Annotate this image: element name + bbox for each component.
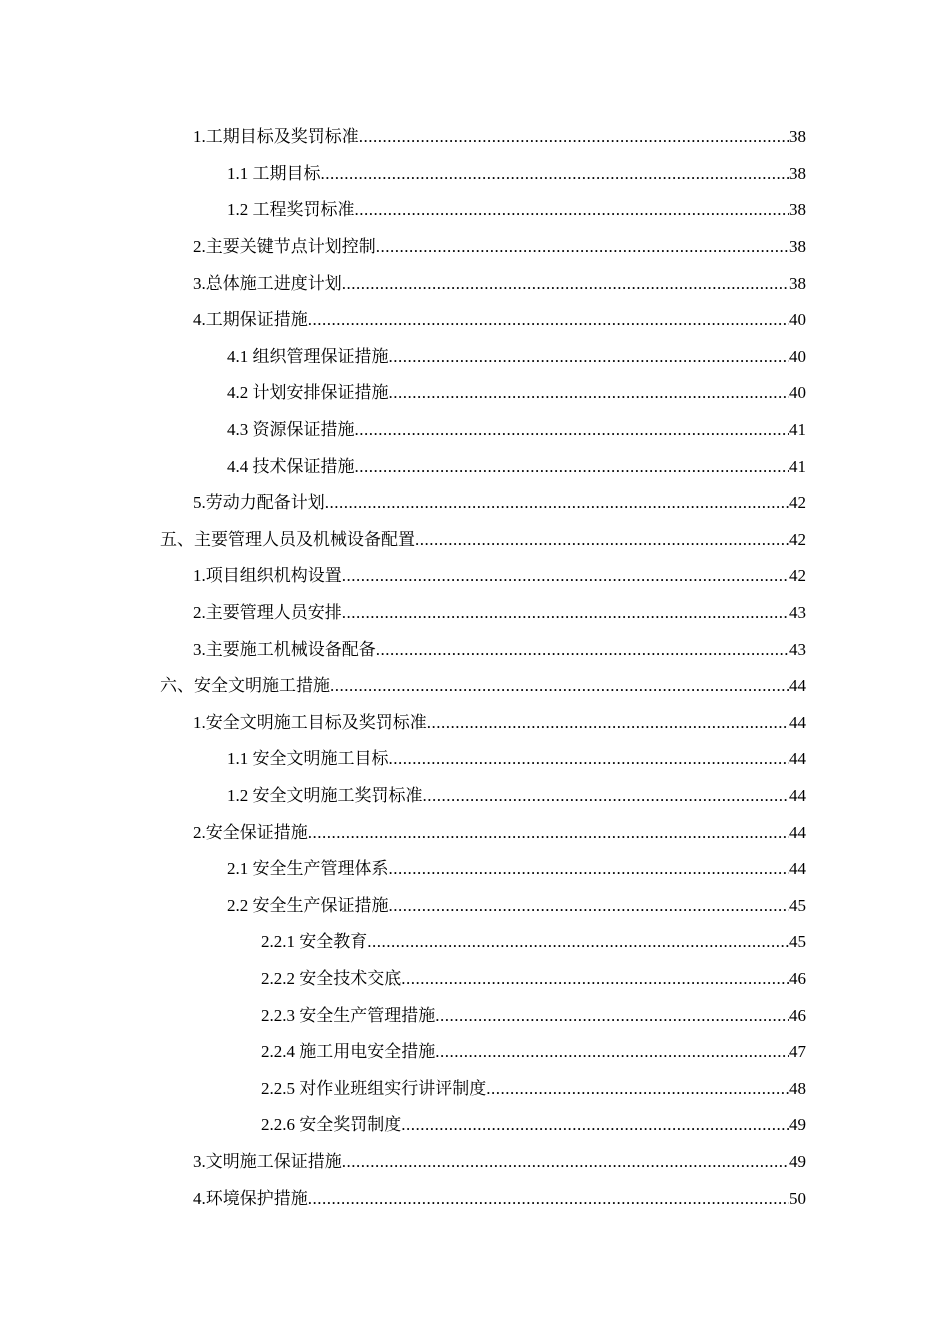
toc-entry-title: 2.2.4 施工用电安全措施: [261, 1042, 436, 1062]
toc-page-number: 44: [789, 822, 806, 842]
toc-entry[interactable]: [0, 119, 950, 156]
toc-entry-title: 4.2 计划安排保证措施: [227, 383, 389, 403]
toc-page-number: 43: [789, 639, 806, 659]
toc-page-number: 40: [789, 310, 806, 330]
toc-entry[interactable]: [0, 1107, 950, 1144]
toc-dot-leader: [342, 566, 789, 586]
toc-page-number: 48: [789, 1078, 806, 1098]
toc-entry-title: 1.安全文明施工目标及奖罚标准: [193, 712, 427, 732]
toc-page-number: 44: [789, 712, 806, 732]
toc-dot-leader: [342, 603, 789, 623]
toc-page-number: 40: [789, 383, 806, 403]
toc-dot-leader: [401, 1115, 789, 1135]
toc-entry-title: 1.工期目标及奖罚标准: [193, 127, 359, 147]
toc-page-number: 38: [789, 237, 806, 257]
toc-dot-leader: [376, 640, 789, 660]
toc-page-number: 44: [789, 749, 806, 769]
toc-entry[interactable]: [0, 302, 950, 339]
toc-dot-leader: [359, 127, 789, 147]
toc-page-number: 42: [789, 566, 806, 586]
toc-entry-title: 五、主要管理人员及机械设备配置: [160, 529, 415, 549]
toc-entry-title: 3.总体施工进度计划: [193, 273, 342, 293]
toc-page-number: 42: [789, 529, 806, 549]
toc-entry[interactable]: [0, 741, 950, 778]
toc-dot-leader: [435, 1006, 789, 1026]
toc-entry[interactable]: [0, 448, 950, 485]
toc-page-number: 45: [789, 932, 806, 952]
toc-entry[interactable]: [0, 705, 950, 742]
toc-entry-title: 2.2.5 对作业班组实行讲评制度: [261, 1078, 487, 1098]
toc-entry[interactable]: [0, 229, 950, 266]
toc-entry[interactable]: [0, 887, 950, 924]
toc-page-number: 44: [789, 859, 806, 879]
toc-dot-leader: [427, 713, 789, 733]
toc-entry-title: 4.工期保证措施: [193, 310, 308, 330]
toc-entry[interactable]: [0, 851, 950, 888]
toc-page-number: 44: [789, 676, 806, 696]
toc-entry-title: 4.环境保护措施: [193, 1188, 308, 1208]
toc-dot-leader: [325, 493, 789, 513]
toc-page-number: 45: [789, 895, 806, 915]
toc-entry[interactable]: [0, 595, 950, 632]
toc-entry[interactable]: [0, 961, 950, 998]
toc-entry[interactable]: [0, 1180, 950, 1217]
toc-entry-title: 1.1 安全文明施工目标: [227, 749, 389, 769]
toc-dot-leader: [389, 347, 790, 367]
toc-dot-leader: [376, 237, 789, 257]
toc-entry-title: 2.2.6 安全奖罚制度: [261, 1115, 402, 1135]
toc-entry-title: 1.2 安全文明施工奖罚标准: [227, 785, 423, 805]
toc-entry-title: 3.文明施工保证措施: [193, 1151, 342, 1171]
toc-entry[interactable]: [0, 814, 950, 851]
toc-entry-title: 4.3 资源保证措施: [227, 420, 355, 440]
toc-entry-title: 5.劳动力配备计划: [193, 493, 325, 513]
toc-entry[interactable]: [0, 192, 950, 229]
toc-dot-leader: [355, 200, 790, 220]
toc-entry-title: 1.1 工期目标: [227, 163, 321, 183]
toc-page-number: 46: [789, 1005, 806, 1025]
toc-page-number: 42: [789, 493, 806, 513]
toc-dot-leader: [342, 274, 789, 294]
toc-entry-title: 2.2.2 安全技术交底: [261, 968, 402, 988]
toc-page-number: 38: [789, 163, 806, 183]
toc-dot-leader: [355, 457, 790, 477]
toc-dot-leader: [389, 896, 790, 916]
toc-entry[interactable]: [0, 997, 950, 1034]
toc-entry[interactable]: [0, 668, 950, 705]
toc-entry[interactable]: [0, 1070, 950, 1107]
toc-page-number: 50: [789, 1188, 806, 1208]
toc-entry-title: 2.1 安全生产管理体系: [227, 859, 389, 879]
toc-dot-leader: [367, 932, 789, 952]
toc-page-number: 46: [789, 968, 806, 988]
toc-page-number: 38: [789, 200, 806, 220]
toc-entry-title: 1.项目组织机构设置: [193, 566, 342, 586]
toc-dot-leader: [415, 530, 789, 550]
toc-dot-leader: [389, 749, 790, 769]
toc-entry-title: 3.主要施工机械设备配备: [193, 639, 376, 659]
toc-page-number: 41: [789, 420, 806, 440]
toc-entry[interactable]: [0, 375, 950, 412]
toc-entry-title: 2.主要关键节点计划控制: [193, 237, 376, 257]
toc-dot-leader: [321, 164, 790, 184]
toc-dot-leader: [435, 1042, 789, 1062]
toc-page-number: 44: [789, 785, 806, 805]
toc-dot-leader: [342, 1152, 789, 1172]
toc-dot-leader: [308, 310, 789, 330]
toc-entry-title: 4.1 组织管理保证措施: [227, 346, 389, 366]
table-of-contents: [0, 119, 950, 1217]
toc-entry[interactable]: [0, 1034, 950, 1071]
toc-page-number: 41: [789, 456, 806, 476]
toc-page-number: 38: [789, 273, 806, 293]
toc-dot-leader: [308, 823, 789, 843]
toc-dot-leader: [389, 859, 790, 879]
toc-entry[interactable]: [0, 265, 950, 302]
toc-dot-leader: [330, 676, 789, 696]
toc-entry-title: 六、安全文明施工措施: [160, 676, 330, 696]
toc-entry[interactable]: [0, 924, 950, 961]
toc-entry-title: 1.2 工程奖罚标准: [227, 200, 355, 220]
toc-page-number: 38: [789, 127, 806, 147]
toc-page-number: 43: [789, 603, 806, 623]
toc-entry[interactable]: [0, 339, 950, 376]
toc-page-number: 49: [789, 1115, 806, 1135]
toc-entry-title: 2.2 安全生产保证措施: [227, 895, 389, 915]
toc-dot-leader: [423, 786, 790, 806]
toc-entry[interactable]: [0, 156, 950, 193]
toc-entry[interactable]: [0, 558, 950, 595]
toc-dot-leader: [355, 420, 790, 440]
toc-dot-leader: [401, 969, 789, 989]
toc-entry-title: 2.2.1 安全教育: [261, 932, 368, 952]
toc-dot-leader: [389, 383, 790, 403]
toc-dot-leader: [308, 1189, 789, 1209]
toc-page-number: 49: [789, 1151, 806, 1171]
toc-entry-title: 2.主要管理人员安排: [193, 603, 342, 623]
toc-dot-leader: [486, 1079, 789, 1099]
toc-page-number: 40: [789, 346, 806, 366]
toc-entry-title: 2.安全保证措施: [193, 822, 308, 842]
toc-entry[interactable]: [0, 412, 950, 449]
toc-entry[interactable]: [0, 485, 950, 522]
toc-entry[interactable]: [0, 1144, 950, 1181]
toc-entry[interactable]: [0, 778, 950, 815]
toc-entry[interactable]: [0, 631, 950, 668]
toc-entry-title: 4.4 技术保证措施: [227, 456, 355, 476]
toc-page-number: 47: [789, 1042, 806, 1062]
toc-entry[interactable]: [0, 522, 950, 559]
toc-entry-title: 2.2.3 安全生产管理措施: [261, 1005, 436, 1025]
